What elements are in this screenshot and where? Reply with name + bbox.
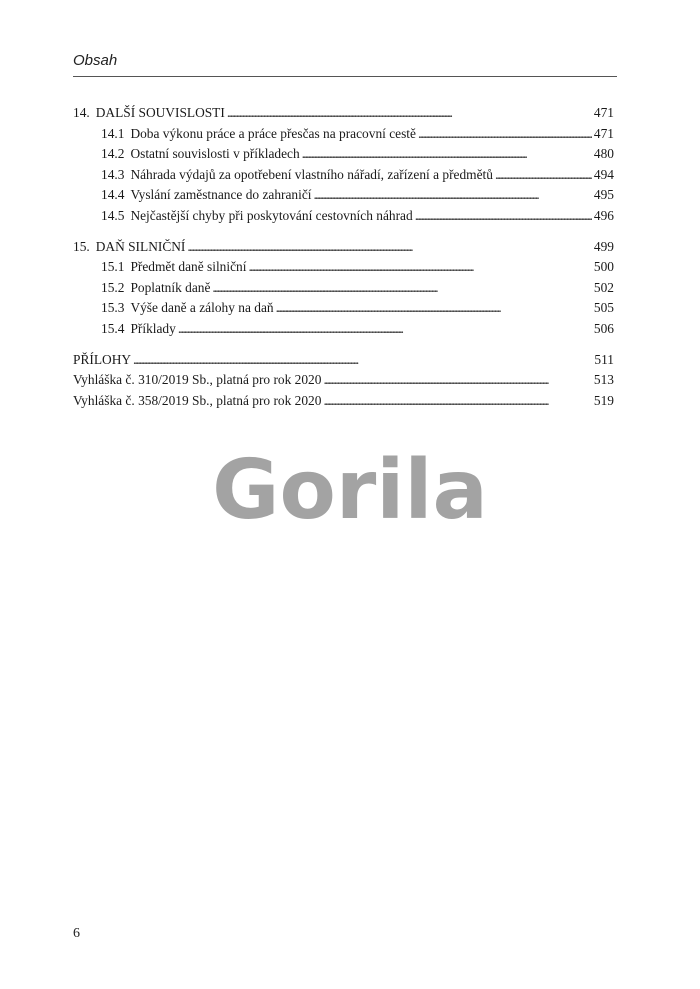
gorila-watermark: Gorila [212, 443, 488, 538]
toc-chapter-14[interactable] [73, 103, 614, 124]
toc-entry-number: 14.4 [101, 187, 125, 203]
toc-entry-number: 14.5 [101, 207, 125, 223]
toc-section-14-5[interactable] [73, 206, 614, 227]
toc-entry-title: Náhrada výdajů za opotřebení vlastního nářadí, zařízení a předmětů [130, 166, 493, 182]
toc-entry-number: 14.2 [101, 146, 125, 162]
toc-entry-title: Vyhláška č. 358/2019 Sb., platná pro rok 2020 [73, 392, 322, 408]
toc-section-15-4[interactable] [73, 319, 614, 340]
toc-leader-dots [415, 206, 592, 227]
toc-entry-title: Ostatní souvislosti v příkladech [130, 146, 300, 162]
table-of-contents [73, 103, 614, 411]
toc-entry-number: 15. [73, 238, 90, 254]
toc-entry-page: 480 [593, 146, 614, 162]
toc-entry-page: 494 [593, 166, 614, 182]
toc-leader-dots [323, 391, 591, 412]
toc-leader-dots [276, 298, 592, 319]
toc-group-gap [73, 227, 614, 237]
toc-entry-page: 511 [594, 351, 614, 367]
toc-entry-title: PŘÍLOHY [73, 351, 132, 367]
toc-entry-page: 505 [593, 300, 614, 316]
toc-leader-dots [227, 103, 592, 124]
toc-leader-dots [323, 370, 591, 391]
toc-appendix-decree-358[interactable] [73, 391, 614, 412]
toc-leader-dots [495, 165, 592, 186]
toc-entry-page: 471 [593, 125, 614, 141]
toc-entry-title: DALŠÍ SOUVISLOSTI [95, 105, 225, 120]
page-number: 6 [73, 926, 80, 941]
toc-entry-title: Vyslání zaměstnance do zahraničí [130, 187, 312, 203]
toc-entry-title: Nejčastější chyby při poskytování cestovních náhrad [130, 207, 413, 223]
toc-entry-title: Příklady [130, 320, 176, 336]
toc-entry-title: Vyhláška č. 310/2019 Sb., platná pro rok 2020 [73, 372, 322, 388]
toc-entry-title: Doba výkonu práce a práce přesčas na pracovní cestě [130, 125, 416, 141]
toc-entry-number: 15.2 [101, 279, 125, 295]
toc-leader-dots [248, 257, 591, 278]
toc-entry-title: DAŇ SILNIČNÍ [95, 238, 186, 254]
toc-entry-title: Výše daně a zálohy na daň [130, 300, 274, 316]
toc-entry-page: 519 [593, 392, 614, 408]
toc-entry-page: 495 [593, 187, 614, 203]
toc-entry-number: 14. [73, 105, 90, 120]
toc-section-14-3[interactable] [73, 165, 614, 186]
toc-appendices[interactable] [73, 350, 614, 371]
toc-entry-page: 499 [593, 238, 614, 254]
toc-entry-page: 502 [593, 279, 614, 295]
toc-chapter-15[interactable] [73, 237, 614, 258]
toc-appendix-decree-310[interactable] [73, 370, 614, 391]
toc-entry-title: Poplatník daně [130, 279, 211, 295]
toc-entry-number: 15.1 [101, 259, 125, 275]
toc-entry-number: 15.3 [101, 300, 125, 316]
toc-entry-page: 500 [593, 259, 614, 275]
toc-section-15-1[interactable] [73, 257, 614, 278]
toc-leader-dots [302, 144, 592, 165]
toc-leader-dots [418, 124, 592, 145]
toc-leader-dots [187, 237, 592, 258]
toc-leader-dots [314, 185, 592, 206]
toc-entry-page: 513 [593, 372, 614, 388]
toc-entry-number: 14.3 [101, 166, 125, 182]
toc-section-14-4[interactable] [73, 185, 614, 206]
toc-entry-page: 506 [593, 320, 614, 336]
toc-section-15-3[interactable] [73, 298, 614, 319]
toc-entry-page: 471 [593, 105, 614, 120]
toc-leader-dots [133, 350, 592, 371]
toc-section-14-1[interactable] [73, 124, 614, 145]
toc-entry-number: 15.4 [101, 320, 125, 336]
running-title: Obsah [73, 52, 118, 69]
toc-section-15-2[interactable] [73, 278, 614, 299]
toc-entry-title: Předmět daně silniční [130, 259, 247, 275]
toc-group-gap [73, 340, 614, 350]
toc-entry-page: 496 [593, 207, 614, 223]
header-rule [73, 76, 617, 77]
toc-entry-number: 14.1 [101, 125, 125, 141]
toc-leader-dots [178, 319, 592, 340]
toc-leader-dots [212, 278, 592, 299]
toc-section-14-2[interactable] [73, 144, 614, 165]
